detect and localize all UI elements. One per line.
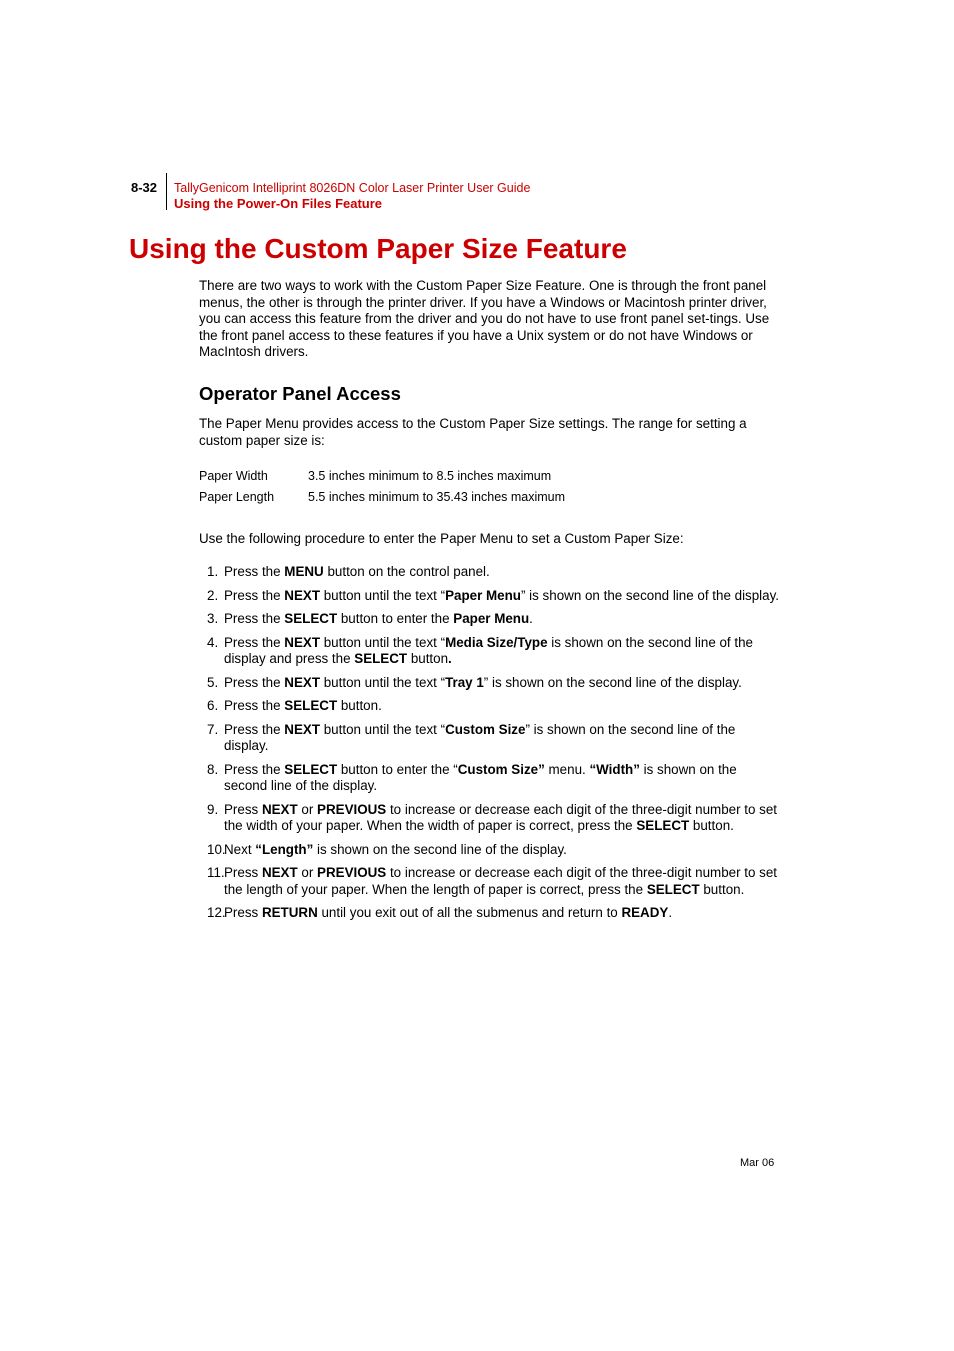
spec-row-paper-width bbox=[199, 468, 551, 484]
step-keyword: NEXT bbox=[261, 801, 298, 817]
step-keyword: “Width” bbox=[589, 761, 640, 777]
spec-label: Paper Width bbox=[199, 469, 268, 483]
step-text: or bbox=[297, 801, 318, 817]
step-keyword: Custom Size” bbox=[457, 761, 545, 777]
step-number: 2. bbox=[207, 587, 219, 603]
step-keyword: . bbox=[448, 651, 452, 666]
procedure-step bbox=[207, 588, 782, 605]
step-text: is shown on the second line of the display. bbox=[313, 841, 567, 857]
spec-row-paper-length bbox=[199, 489, 565, 505]
procedure-step bbox=[207, 842, 782, 859]
step-keyword: SELECT bbox=[284, 611, 338, 626]
step-keyword: SELECT bbox=[646, 881, 700, 897]
running-section-title: Using the Power-On Files Feature bbox=[174, 196, 383, 211]
step-text: button bbox=[407, 651, 449, 666]
step-keyword: SELECT bbox=[284, 761, 338, 777]
step-text: Press the bbox=[224, 674, 285, 690]
step-number: 8. bbox=[207, 761, 219, 777]
step-keyword: SELECT bbox=[354, 651, 408, 666]
step-text: button. bbox=[699, 881, 745, 897]
step-text: button. bbox=[337, 698, 382, 713]
spec-label: Paper Length bbox=[199, 490, 275, 504]
footer-date: Mar 06 bbox=[740, 1157, 775, 1169]
intro-paragraph: There are two ways to work with the Custom Paper Size Feature. One is through the front panel menus, the other is through the printer driver. If you have a Windows or Macintosh printer driver, you can access this feature from the driver and you do not have to use front panel set-tings. Use the front panel access to these features if you have a Unix system or do not have Windows or MacIntosh drivers. bbox=[199, 278, 770, 359]
procedure-step bbox=[207, 698, 782, 715]
step-text: button. bbox=[689, 818, 734, 833]
procedure-step bbox=[207, 722, 782, 755]
step-number: 6. bbox=[207, 698, 219, 713]
step-text: to increase or decrease each digit of the three-digit number to set the length of your paper. When the length of paper is correct, press the bbox=[224, 865, 778, 897]
procedure-steps bbox=[207, 564, 782, 929]
step-number: 11. bbox=[207, 865, 225, 880]
step-keyword: NEXT bbox=[284, 587, 321, 603]
step-keyword: Custom Size bbox=[445, 721, 526, 737]
step-text: button on the control panel. bbox=[323, 564, 490, 579]
step-text: to increase or decrease each digit of the three-digit number to set the width of your paper. When the width of paper is correct, press the bbox=[224, 801, 778, 833]
step-text: is shown on the second line of the display and press the bbox=[224, 634, 753, 666]
spec-value: 5.5 inches minimum to 35.43 inches maximum bbox=[308, 490, 566, 504]
step-number: 9. bbox=[207, 801, 219, 817]
step-keyword: RETURN bbox=[261, 905, 318, 920]
header-divider bbox=[166, 173, 167, 210]
step-text: ” is shown on the second line of the display. bbox=[483, 674, 742, 690]
step-text: or bbox=[297, 865, 318, 880]
step-keyword: NEXT bbox=[284, 721, 321, 737]
procedure-step bbox=[207, 802, 782, 835]
menu-intro-paragraph: The Paper Menu provides access to the Custom Paper Size settings. The range for setting a custom paper size is: bbox=[199, 416, 747, 448]
step-keyword: Paper Menu bbox=[445, 587, 521, 603]
step-keyword: “Length” bbox=[255, 841, 314, 857]
step-text: Press the bbox=[224, 564, 285, 579]
guide-title: TallyGenicom Intelliprint 8026DN Color Laser Printer User Guide bbox=[174, 181, 531, 195]
step-keyword: PREVIOUS bbox=[317, 801, 387, 817]
step-number: 5. bbox=[207, 674, 219, 690]
step-keyword: NEXT bbox=[261, 865, 298, 880]
step-keyword: SELECT bbox=[636, 818, 690, 833]
step-text: Press the bbox=[224, 611, 285, 626]
procedure-step bbox=[207, 905, 782, 922]
step-text: until you exit out of all the submenus and return to bbox=[317, 905, 622, 920]
step-number: 3. bbox=[207, 611, 219, 626]
step-text: Press the bbox=[224, 634, 285, 650]
step-keyword: Tray 1 bbox=[445, 674, 484, 690]
step-text: menu. bbox=[544, 761, 590, 777]
step-text: ” is shown on the second line of the display. bbox=[520, 587, 780, 603]
step-keyword: PREVIOUS bbox=[317, 865, 387, 880]
procedure-step bbox=[207, 635, 782, 668]
step-text: . bbox=[668, 905, 673, 920]
step-text: Next bbox=[224, 841, 256, 857]
page-number: 8-32 bbox=[131, 180, 158, 195]
step-text: Press bbox=[224, 801, 262, 817]
step-text: button until the text “ bbox=[320, 674, 446, 690]
step-text: button until the text “ bbox=[320, 587, 446, 603]
procedure-step bbox=[207, 762, 782, 795]
step-text: is shown on the second line of the display. bbox=[224, 761, 737, 793]
step-text: Press bbox=[224, 905, 262, 920]
step-number: 4. bbox=[207, 634, 219, 650]
step-number: 10. bbox=[207, 841, 226, 857]
procedure-step bbox=[207, 675, 782, 692]
step-text: Press the bbox=[224, 721, 285, 737]
step-text: button until the text “ bbox=[320, 721, 446, 737]
step-number: 1. bbox=[207, 564, 219, 579]
step-keyword: NEXT bbox=[284, 674, 321, 690]
step-number: 7. bbox=[207, 721, 219, 737]
step-text: Press the bbox=[224, 698, 285, 713]
step-keyword: Paper Menu bbox=[453, 611, 530, 626]
step-text: button to enter the bbox=[337, 611, 454, 626]
step-text: . bbox=[529, 611, 533, 626]
step-text: Press the bbox=[224, 761, 285, 777]
step-text: Press bbox=[224, 865, 262, 880]
procedure-step bbox=[207, 865, 782, 898]
page-title: Using the Custom Paper Size Feature bbox=[129, 233, 627, 264]
step-keyword: Media Size/Type bbox=[445, 634, 548, 650]
step-keyword: MENU bbox=[284, 564, 324, 579]
step-keyword: SELECT bbox=[284, 698, 338, 713]
spec-value: 3.5 inches minimum to 8.5 inches maximum bbox=[308, 469, 552, 483]
step-text: Press the bbox=[224, 587, 285, 603]
step-keyword: READY bbox=[621, 905, 669, 920]
section-heading: Operator Panel Access bbox=[199, 383, 401, 404]
procedure-step bbox=[207, 611, 782, 628]
step-keyword: NEXT bbox=[284, 634, 321, 650]
procedure-step bbox=[207, 564, 782, 581]
procedure-intro-paragraph: Use the following procedure to enter the Paper Menu to set a Custom Paper Size: bbox=[199, 531, 684, 546]
step-text: button to enter the “ bbox=[337, 761, 458, 777]
step-text: button until the text “ bbox=[320, 634, 446, 650]
step-text: ” is shown on the second line of the display. bbox=[224, 721, 736, 753]
step-number: 12. bbox=[207, 905, 226, 920]
